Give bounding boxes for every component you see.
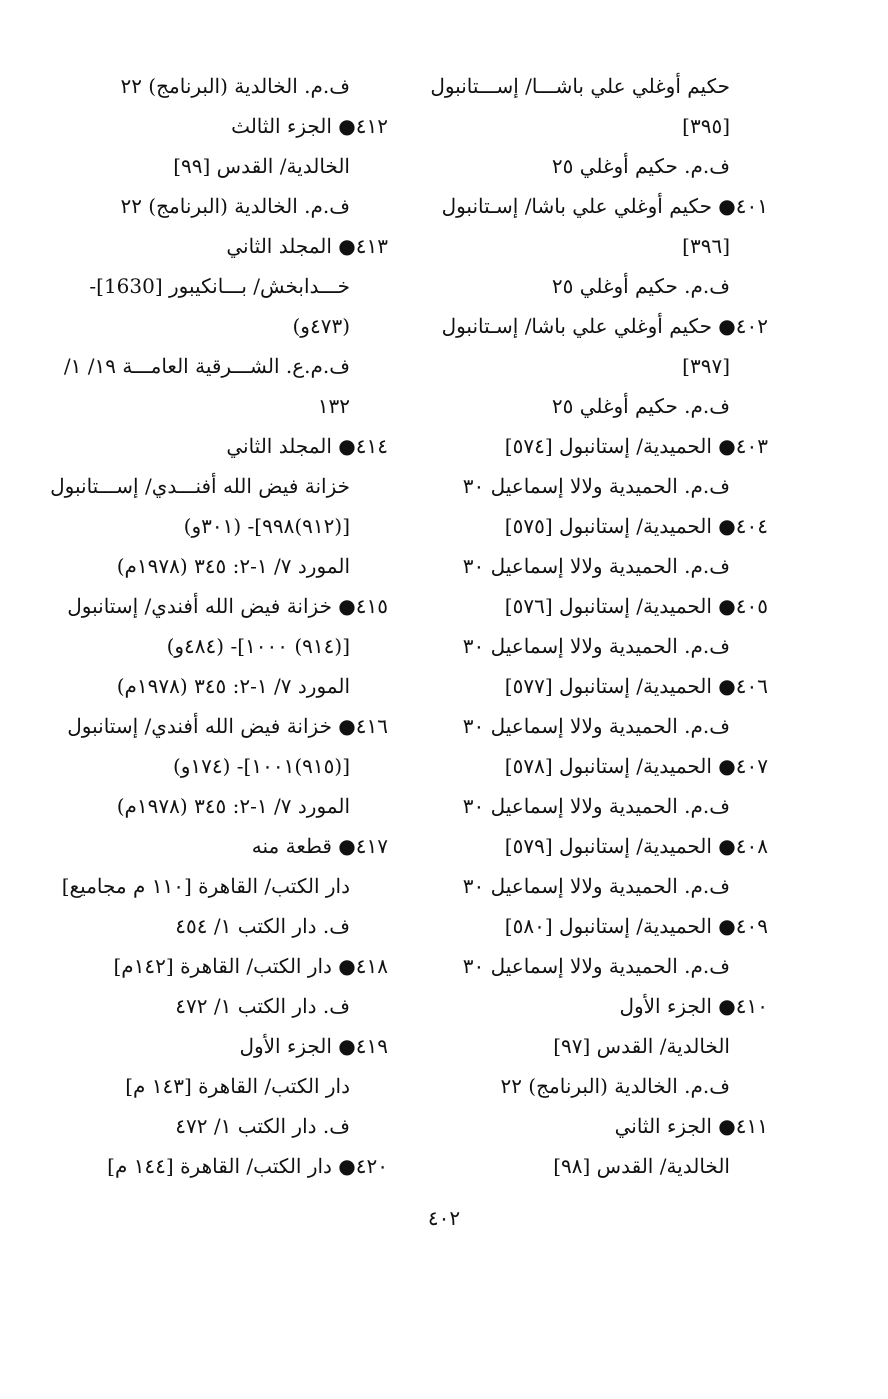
left-column-line: ٤١٦● خزانة فيض الله أفندي/ إستانبول (67, 714, 388, 738)
right-column-line: ٤٠٦● الحميدية/ إستانبول [٥٧٧] (504, 674, 768, 698)
right-column-line: ٤٠٣● الحميدية/ إستانبول [٥٧٤] (504, 434, 768, 458)
left-column-line: ٤١٣● المجلد الثاني (226, 234, 388, 258)
right-column-line: ٤٠٩● الحميدية/ إستانبول [٥٨٠] (504, 914, 768, 938)
right-column-line: ف.م. الحميدية ولالا إسماعيل ٣٠ (462, 474, 730, 498)
page-number: ٤٠٢ (427, 1206, 461, 1230)
right-column-line: ٤٠٧● الحميدية/ إستانبول [٥٧٨] (504, 754, 768, 778)
right-column-line: حكيم أوغلي علي باشـــا/ إســـتانبول (430, 74, 730, 98)
right-column (428, 66, 768, 1186)
right-column-line: ف.م. الحميدية ولالا إسماعيل ٣٠ (462, 954, 730, 978)
left-column-line: ٤١٨● دار الكتب/ القاهرة [١٤٢م] (113, 954, 388, 978)
right-column-line: الخالدية/ القدس [٩٨] (553, 1154, 730, 1178)
left-column-line: خـــدابخش/ بـــانكيبور [1630]- (89, 274, 350, 298)
right-column-line: ٤٠٨● الحميدية/ إستانبول [٥٧٩] (504, 834, 768, 858)
right-column-line: ف.م. حكيم أوغلي ٢٥ (551, 154, 730, 178)
left-column-line: دار الكتب/ القاهرة [١٤٣ م] (125, 1074, 350, 1098)
right-column-line: ف.م. الحميدية ولالا إسماعيل ٣٠ (462, 634, 730, 658)
right-column-line: ف.م. الحميدية ولالا إسماعيل ٣٠ (462, 554, 730, 578)
right-column-line: ف.م. الحميدية ولالا إسماعيل ٣٠ (462, 874, 730, 898)
right-column-line: ٤٠٥● الحميدية/ إستانبول [٥٧٦] (504, 594, 768, 618)
right-column-line: ٤١١● الجزء الثاني (614, 1114, 768, 1138)
right-column-line: [٣٩٦] (682, 234, 730, 258)
left-column (38, 66, 388, 1186)
left-column-line: ٤١٩● الجزء الأول (239, 1034, 388, 1058)
left-column-line: ف.م. الخالدية (البرنامج) ٢٢ (120, 74, 350, 98)
left-column-line: ١٣٢ (317, 394, 350, 418)
left-column-line: ٤١٤● المجلد الثاني (226, 434, 388, 458)
right-column-line: الخالدية/ القدس [٩٧] (553, 1034, 730, 1058)
right-column-line: ف.م. الخالدية (البرنامج) ٢٢ (500, 1074, 730, 1098)
right-column-line: ف.م. حكيم أوغلي ٢٥ (551, 274, 730, 298)
left-column-line: ف. دار الكتب ١/ ٤٧٢ (175, 994, 350, 1018)
right-column-line: ف.م. الحميدية ولالا إسماعيل ٣٠ (462, 794, 730, 818)
left-column-line: ٤١٥● خزانة فيض الله أفندي/ إستانبول (67, 594, 388, 618)
left-column-line: ف.م.ع. الشـــرقية العامـــة ١٩/ ١/ (63, 354, 350, 378)
left-column-line: ف. دار الكتب ١/ ٤٥٤ (175, 914, 350, 938)
left-column-line: المورد ٧/ ١-٢: ٣٤٥ (١٩٧٨م) (116, 794, 350, 818)
left-column-line: [(٩١٥)١٠٠١]- (١٧٤و) (172, 754, 350, 778)
left-column-line: خزانة فيض الله أفنـــدي/ إســـتانبول (50, 474, 350, 498)
left-column-line: (٤٧٣و) (292, 314, 350, 338)
left-column-line: دار الكتب/ القاهرة [١١٠ م مجاميع] (61, 874, 350, 898)
left-column-line: ٤٢٠● دار الكتب/ القاهرة [١٤٤ م] (107, 1154, 388, 1178)
right-column-line: ف.م. حكيم أوغلي ٢٥ (551, 394, 730, 418)
left-column-line: [(٩١٢)٩٩٨]- (٣٠١و) (183, 514, 350, 538)
left-column-line: ف.م. الخالدية (البرنامج) ٢٢ (120, 194, 350, 218)
left-column-line: الخالدية/ القدس [٩٩] (173, 154, 350, 178)
left-column-line: ٤١٢● الجزء الثالث (231, 114, 388, 138)
right-column-line: [٣٩٧] (682, 354, 730, 378)
left-column-line: المورد ٧/ ١-٢: ٣٤٥ (١٩٧٨م) (116, 674, 350, 698)
left-column-line: ٤١٧● قطعة منه (251, 834, 388, 858)
right-column-line: ٤٠١● حكيم أوغلي علي باشا/ إسـتانبول (441, 194, 768, 218)
left-column-line: ف. دار الكتب ١/ ٤٧٢ (175, 1114, 350, 1138)
right-column-line: ٤٠٢● حكيم أوغلي علي باشا/ إسـتانبول (441, 314, 768, 338)
right-column-line: ف.م. الحميدية ولالا إسماعيل ٣٠ (462, 714, 730, 738)
left-column-line: [(٩١٤) ١٠٠٠]- (٤٨٤و) (166, 634, 350, 658)
right-column-line: [٣٩٥] (682, 114, 730, 138)
right-column-line: ٤١٠● الجزء الأول (619, 994, 768, 1018)
right-column-line: ٤٠٤● الحميدية/ إستانبول [٥٧٥] (504, 514, 768, 538)
left-column-line: المورد ٧/ ١-٢: ٣٤٥ (١٩٧٨م) (116, 554, 350, 578)
